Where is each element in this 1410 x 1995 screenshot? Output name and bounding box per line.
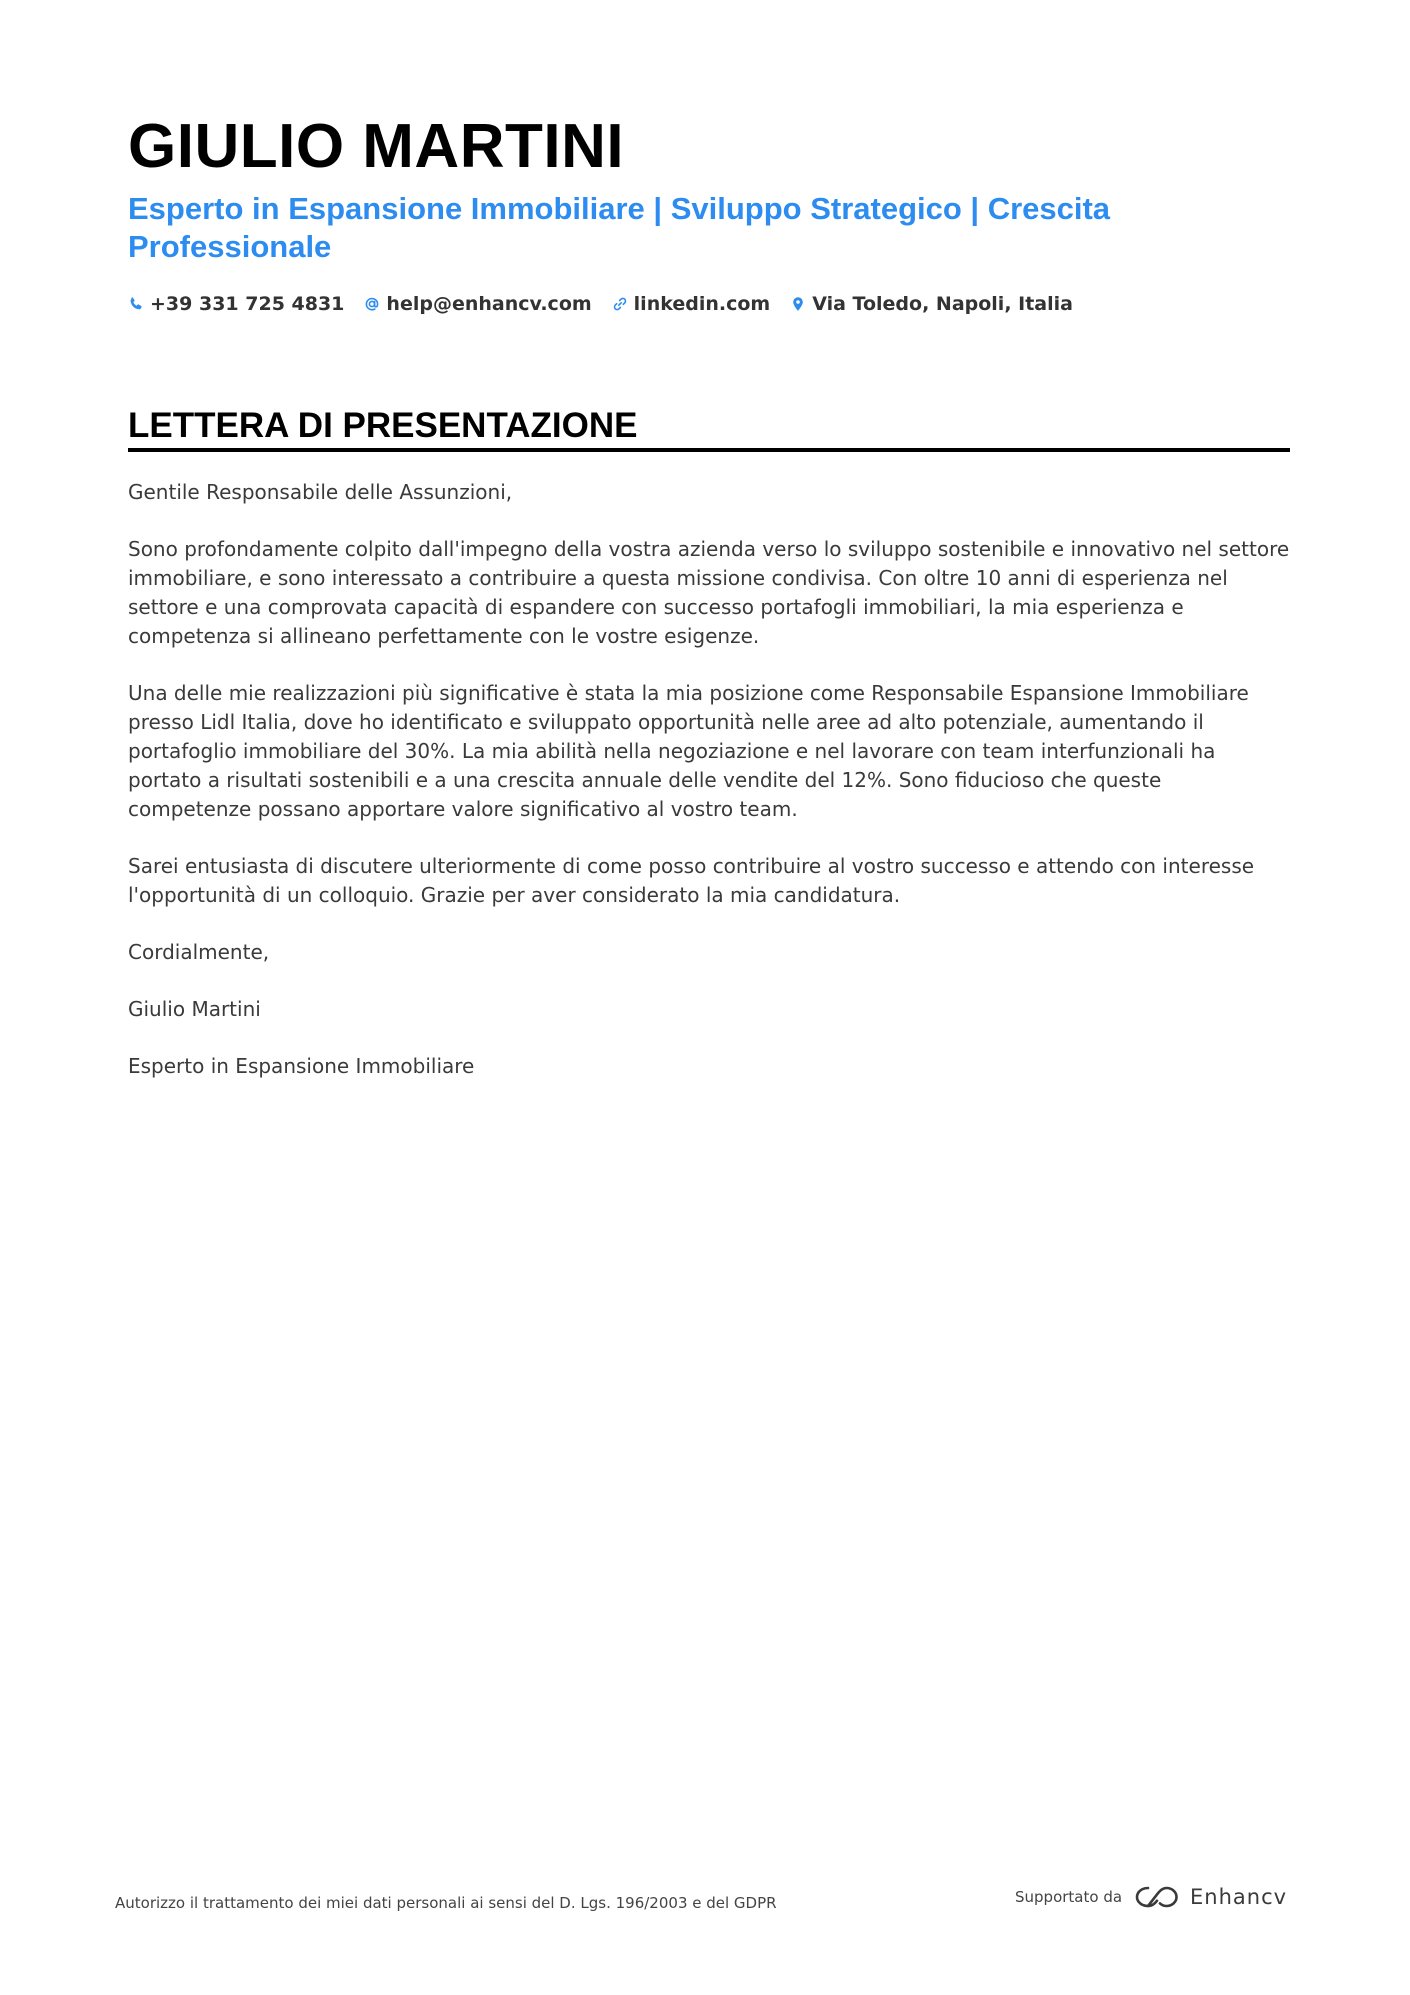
link-icon (612, 296, 628, 312)
letter-signature-title: Esperto in Espansione Immobiliare (128, 1054, 475, 1078)
contact-bar (128, 293, 1093, 315)
footer-consent: Autorizzo il trattamento dei miei dati personali ai sensi del D. Lgs. 196/2003 e del GDPR (115, 1894, 777, 1912)
at-icon (364, 296, 380, 312)
contact-location-text: Via Toledo, Napoli, Italia (812, 293, 1073, 315)
location-pin-icon (790, 296, 806, 312)
candidate-name: GIULIO MARTINI (128, 112, 625, 181)
letter-body (128, 478, 1290, 1109)
candidate-headline: Esperto in Espansione Immobiliare | Sviluppo Strategico | Crescita Professionale (128, 191, 1111, 264)
contact-linkedin-text: linkedin.com (633, 293, 771, 315)
enhancv-logo-icon (1134, 1884, 1180, 1910)
letter-paragraph: Una delle mie realizzazioni più significative è stata la mia posizione come Responsabile Espansione Immobiliare presso Lidl Italia, dove ho identificato e sviluppato opportunità nelle aree ad alto potenziale, aumentando il portafoglio immobiliare del 30%. La mia abilità nella negoziazione e nel lavorare con team interfunzionali ha portato a risultati sostenibili e a una crescita annuale delle vendite del 12%. Sono fiducioso che queste competenze possano apportare valore significativo al vostro team. (128, 681, 1249, 821)
contact-email-text: help@enhancv.com (386, 293, 592, 315)
footer-brand[interactable] (1015, 1884, 1287, 1910)
section-title: LETTERA DI PRESENTAZIONE (128, 406, 638, 445)
contact-phone[interactable] (128, 293, 344, 315)
section-divider (128, 448, 1290, 452)
contact-linkedin[interactable] (612, 293, 771, 315)
enhancv-logo-text: Enhancv (1190, 1885, 1288, 1909)
letter-paragraph: Sono profondamente colpito dall'impegno della vostra azienda verso lo sviluppo sostenibile e innovativo nel settore immobiliare, e sono interessato a contribuire a questa missione condivisa. Con oltre 10 anni di esperienza nel settore e una comprovata capacità di espandere con successo portafogli immobiliari, la mia esperienza e competenza si allineano perfettamente con le vostre esigenze. (128, 537, 1290, 648)
powered-by-label: Supportato da (1015, 1888, 1123, 1906)
contact-location (790, 293, 1073, 315)
contact-phone-text: +39 331 725 4831 (150, 293, 345, 315)
letter-closing: Cordialmente, (128, 940, 270, 964)
letter-salutation: Gentile Responsabile delle Assunzioni, (128, 480, 513, 504)
phone-icon (128, 296, 144, 312)
letter-paragraph: Sarei entusiasta di discutere ulteriormente di come posso contribuire al vostro successo e attendo con interesse l'opportunità di un colloquio. Grazie per aver considerato la mia candidatura. (128, 854, 1255, 907)
letter-signature-name: Giulio Martini (128, 997, 261, 1021)
contact-email[interactable] (364, 293, 591, 315)
